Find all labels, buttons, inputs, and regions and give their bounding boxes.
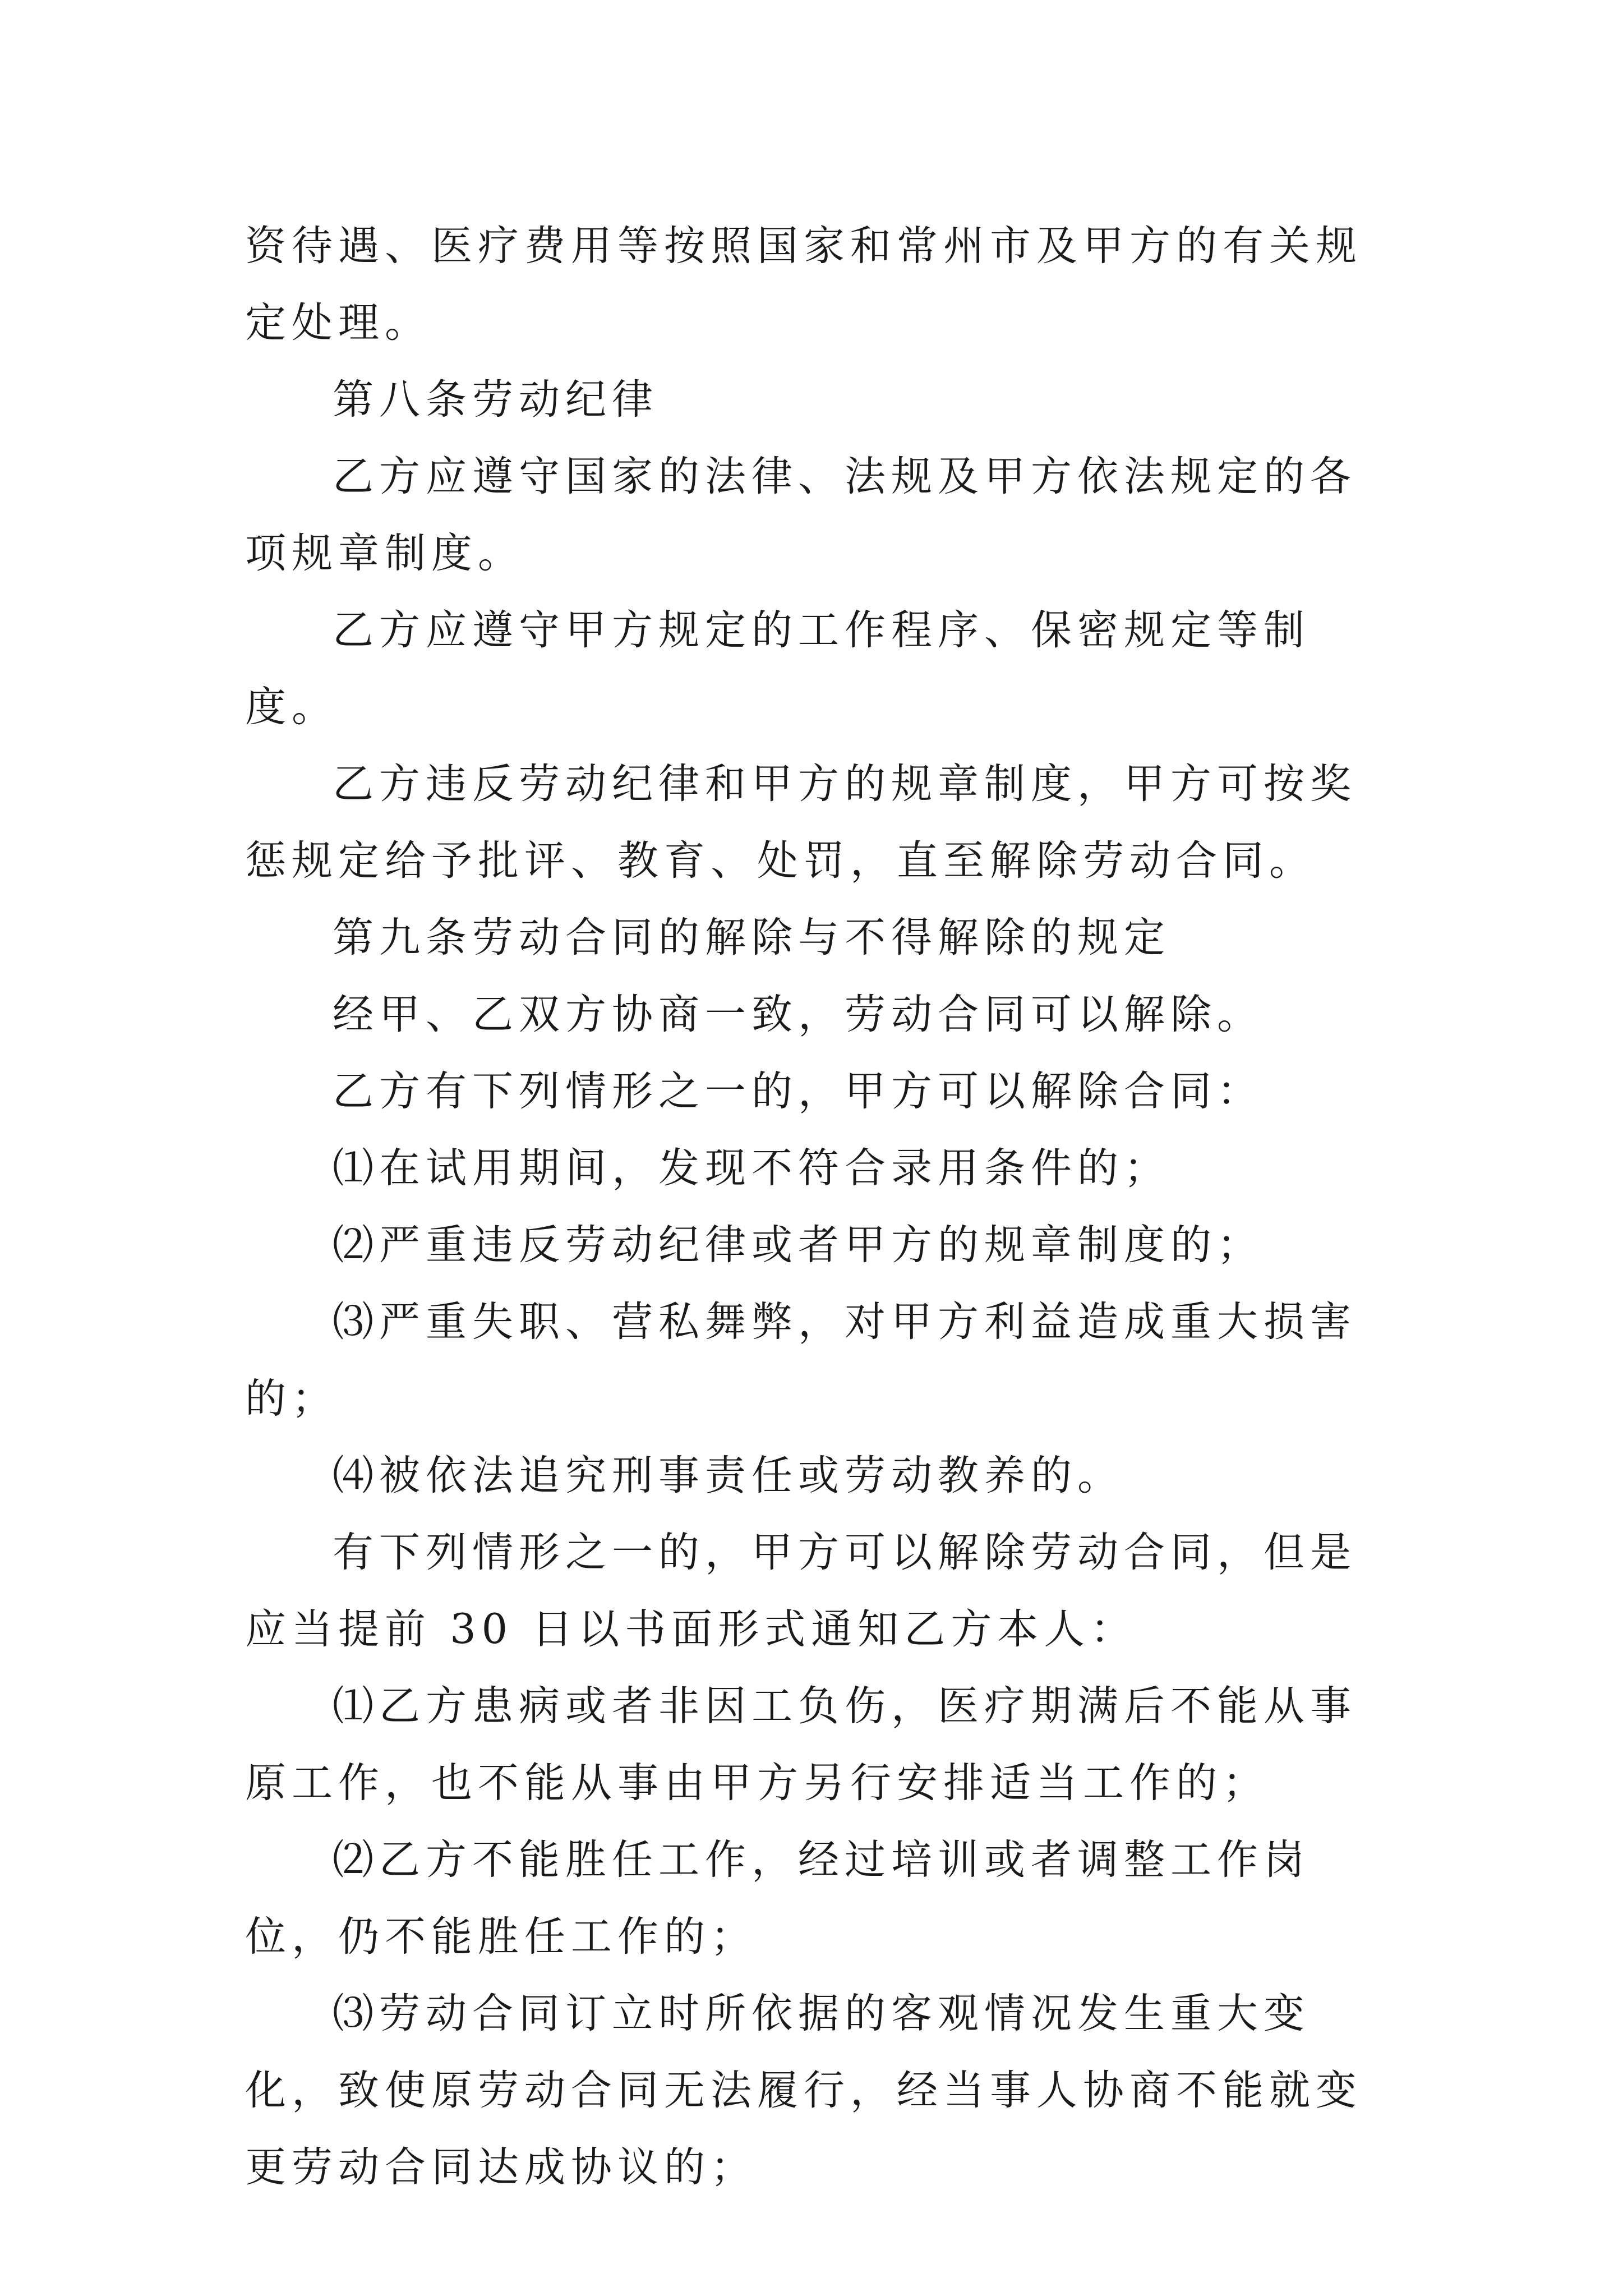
list-item: ⑵严重违反劳动纪律或者甲方的规章制度的；: [333, 1221, 1264, 1269]
list-item: ⑴乙方患病或者非因工负伤，医疗期满后不能从事原工作，也不能从事由甲方另行安排适当工作的；: [245, 1682, 1357, 1807]
document-body: [245, 208, 1400, 2206]
paragraph: 乙方有下列情形之一的，甲方可以解除合同：: [333, 1068, 1264, 1115]
paragraph: 经甲、乙双方协商一致，劳动合同可以解除。: [333, 991, 1264, 1038]
paragraph: 乙方应遵守国家的法律、法规及甲方依法规定的各项规章制度。: [245, 453, 1357, 577]
list-item: ⑶严重失职、营私舞弊，对甲方利益造成重大损害的；: [245, 1298, 1357, 1423]
paragraph: 资待遇、医疗费用等按照国家和常州市及甲方的有关规定处理。: [245, 222, 1362, 347]
article-heading: 第九条劳动合同的解除与不得解除的规定: [333, 914, 1170, 961]
list-item: ⑵乙方不能胜任工作，经过培训或者调整工作岗位，仍不能胜任工作的；: [245, 1836, 1310, 1961]
list-item: ⑷被依法追究刑事责任或劳动教养的。: [333, 1452, 1124, 1499]
list-item: ⑶劳动合同订立时所依据的客观情况发生重大变化，致使原劳动合同无法履行，经当事人协商不能就变更劳动合同达成协议的；: [245, 1990, 1362, 2191]
list-item: ⑴在试用期间，发现不符合录用条件的；: [333, 1144, 1170, 1192]
article-heading: 第八条劳动纪律: [333, 376, 658, 424]
paragraph: 乙方应遵守甲方规定的工作程序、保密规定等制度。: [245, 606, 1310, 731]
paragraph: 有下列情形之一的，甲方可以解除劳动合同，但是应当提前 30 日以书面形式通知乙方本人：: [245, 1529, 1357, 1653]
paragraph: 乙方违反劳动纪律和甲方的规章制度，甲方可按奖惩规定给予批评、教育、处罚，直至解除劳动合同。: [245, 760, 1357, 885]
